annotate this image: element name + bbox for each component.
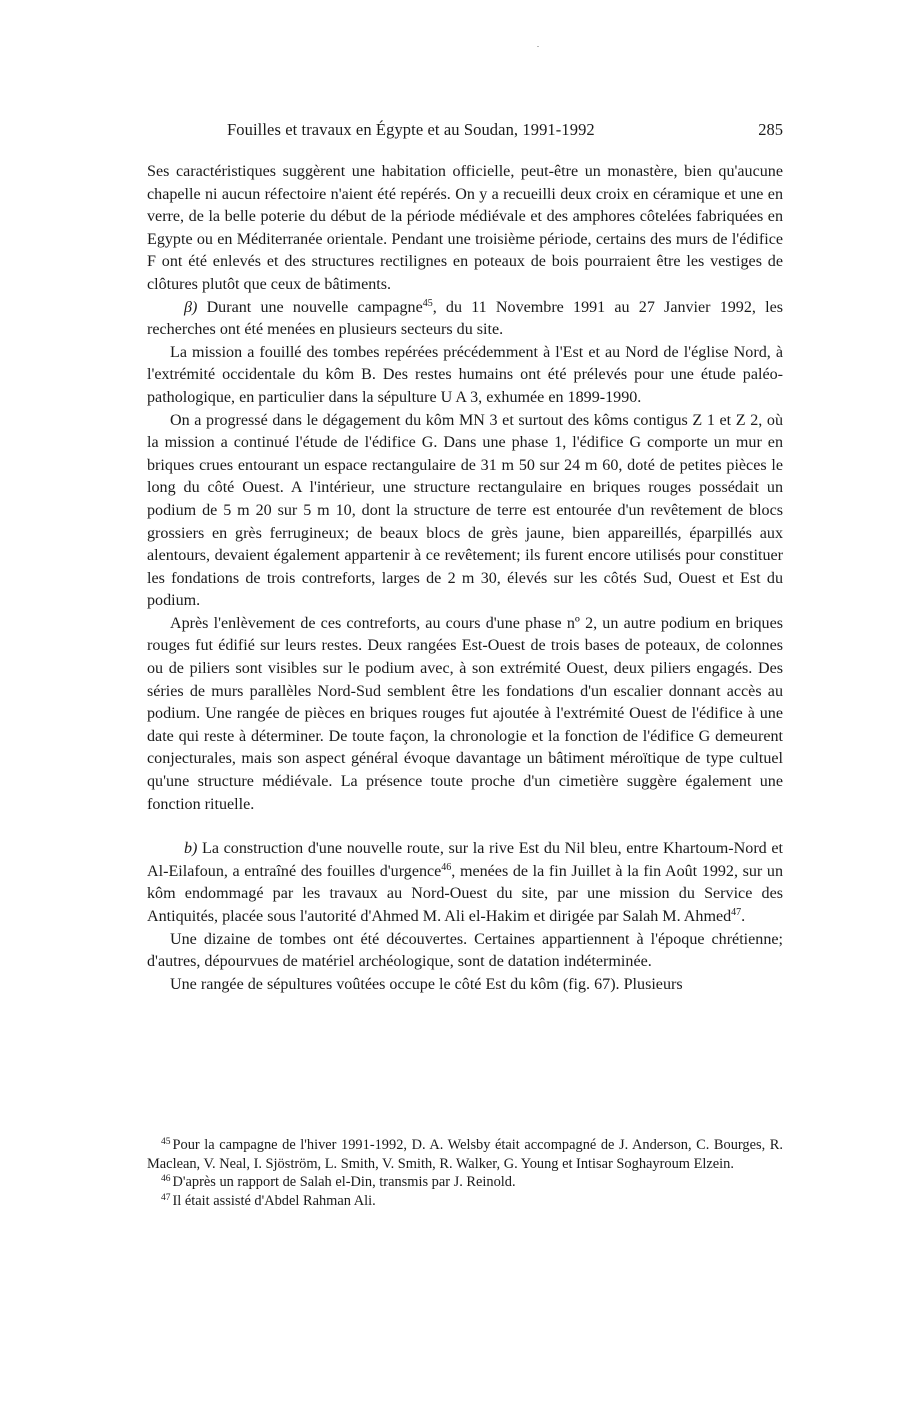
- paragraph-6-text-b: , menées de la fin Juillet à la fin Août 1992, sur un kôm endommagé par les travaux au Nord-Ouest du site, par une mission du Service des Antiquités, placée sous l'autorité d'Ahmed M. Ali el-Hakim et dirigée par Salah M. Ahmed: [147, 862, 783, 925]
- footnote-mark: 47: [161, 1192, 171, 1203]
- footnote-ref-47[interactable]: 47: [731, 907, 742, 918]
- paragraph-2: [147, 297, 783, 342]
- footnote-46: [147, 1173, 783, 1192]
- paragraph-1: Ses caractéristiques suggèrent une habitation officielle, peut-être un monastère, bien qu'aucune chapelle ni aucun réfectoire n'aient été repérés. On y a recueilli deux croix en céramique et une en verre, de la belle poterie du début de la période médiévale et des amphores côtelées fabriquées en Egypte ou en Méditerranée orientale. Pendant une troisième période, certains des murs de l'édifice F ont été enlevés et des structures rectilignes en poteaux de bois pourraient être les vestiges de clôtures plutôt que ceux de bâtiments.: [147, 163, 783, 293]
- paragraph-8: Une rangée de sépultures voûtées occupe le côté Est du kôm (fig. 67). Plusieurs: [170, 975, 683, 993]
- scan-speck: [537, 46, 539, 47]
- footnote-45: [147, 1136, 783, 1173]
- paragraph-6-text-a: La construction d'une nouvelle route, sur la rive Est du Nil bleu, entre Khartoum-Nord et Al-Eilafoun, a entraîné des fouilles d'urgence: [147, 840, 783, 880]
- footnote-text: Pour la campagne de l'hiver 1991-1992, D. A. Welsby était accompagné de J. Anderson, C. Bourges, R. Maclean, V. Neal, I. Sjöström, L. Smith, V. Smith, R. Walker, G. Young et Intisar Soghayroum Elzein.: [147, 1137, 783, 1172]
- footnote-text: D'après un rapport de Salah el-Din, transmis par J. Reinold.: [172, 1174, 516, 1190]
- paragraph-7: Une dizaine de tombes ont été découvertes. Certaines appartiennent à l'époque chrétienne; d'autres, dépourvues de matériel archéologique, sont de datation indéterminée.: [147, 930, 783, 971]
- running-title: Fouilles et travaux en Égypte et au Soudan, 1991-1992: [227, 120, 595, 139]
- page-number: 285: [758, 120, 783, 139]
- footnote-47: [147, 1192, 783, 1211]
- footnotes: [147, 1136, 783, 1210]
- footnote-ref-45[interactable]: 45: [422, 297, 433, 309]
- paragraph-2-text-a: Durant une nouvelle campagne: [197, 298, 423, 316]
- main-text: [147, 161, 783, 996]
- footnote-mark: 45: [161, 1137, 171, 1147]
- footnote-text: Il était assisté d'Abdel Rahman Ali.: [172, 1192, 376, 1209]
- footnote-ref-46[interactable]: 46: [441, 861, 452, 873]
- paragraph-6-text-c: .: [741, 908, 746, 925]
- paragraph-2-text-b: , du 11 Novembre 1991 au 27 Janvier 1992, les recherches ont été menées en plusieurs secteurs du site.: [147, 298, 783, 339]
- paragraph-6: [147, 838, 783, 928]
- paragraph-3: La mission a fouillé des tombes repérées précédemment à l'Est et au Nord de l'église Nord, à l'extrémité occidentale du kôm B. Des restes humains ont été prélevés pour une étude paléo-pathologique, en particulier dans la sépulture U A 3, exhumée en 1899-1990.: [147, 343, 783, 406]
- paragraph-4: On a progressé dans le dégagement du kôm MN 3 et surtout des kôms contigus Z 1 et Z 2, où la mission a continué l'étude de l'édifice G. Dans une phase 1, l'édifice G comporte un mur en briques crues entourant un espace rectangulaire de 31 m 50 sur 24 m 60, doté de petites pièces le long du côté Ouest. A l'intérieur, une structure rectangulaire en briques rouges possédait un podium de 5 m 20 sur 5 m 10, dont la structure de terre est entourée d'un revêtement de blocs grossiers en grès ferrugineux; de beaux blocs de grès jaune, bien appareillés, éparpillés aux alentours, devaient également appartenir à ce revêtement; ils furent encore utilisés pour constituer les fondations de trois contreforts, larges de 2 m 30, élevés sur les côtés Sud, Ouest et Est du podium.: [147, 411, 783, 610]
- paragraph-5: Après l'enlèvement de ces contreforts, au cours d'une phase nº 2, un autre podium en briques rouges fut édifié sur leurs restes. Deux rangées Est-Ouest de trois bases de poteaux, de colonnes ou de piliers sont visibles sur le podium avec, à son extrémité Ouest, deux piliers engagés. Des séries de murs parallèles Nord-Sud semblent être les fondations d'un escalier donnant accès au podium. Une rangée de pièces en briques rouges fut ajoutée à l'extrémité Ouest de l'édifice à une date qui reste à déterminer. De toute façon, la chronologie et la fonction de l'édifice G demeurent conjecturales, mais son aspect général évoque davantage un bâtiment méroïtique de type cultuel qu'une structure médiévale. La présence toute proche d'un cimetière suggère également une fonction rituelle.: [147, 614, 783, 813]
- subsection-label: β): [184, 298, 198, 316]
- section-label: b): [184, 840, 198, 858]
- footnote-mark: 46: [161, 1174, 171, 1184]
- running-header: [147, 120, 783, 142]
